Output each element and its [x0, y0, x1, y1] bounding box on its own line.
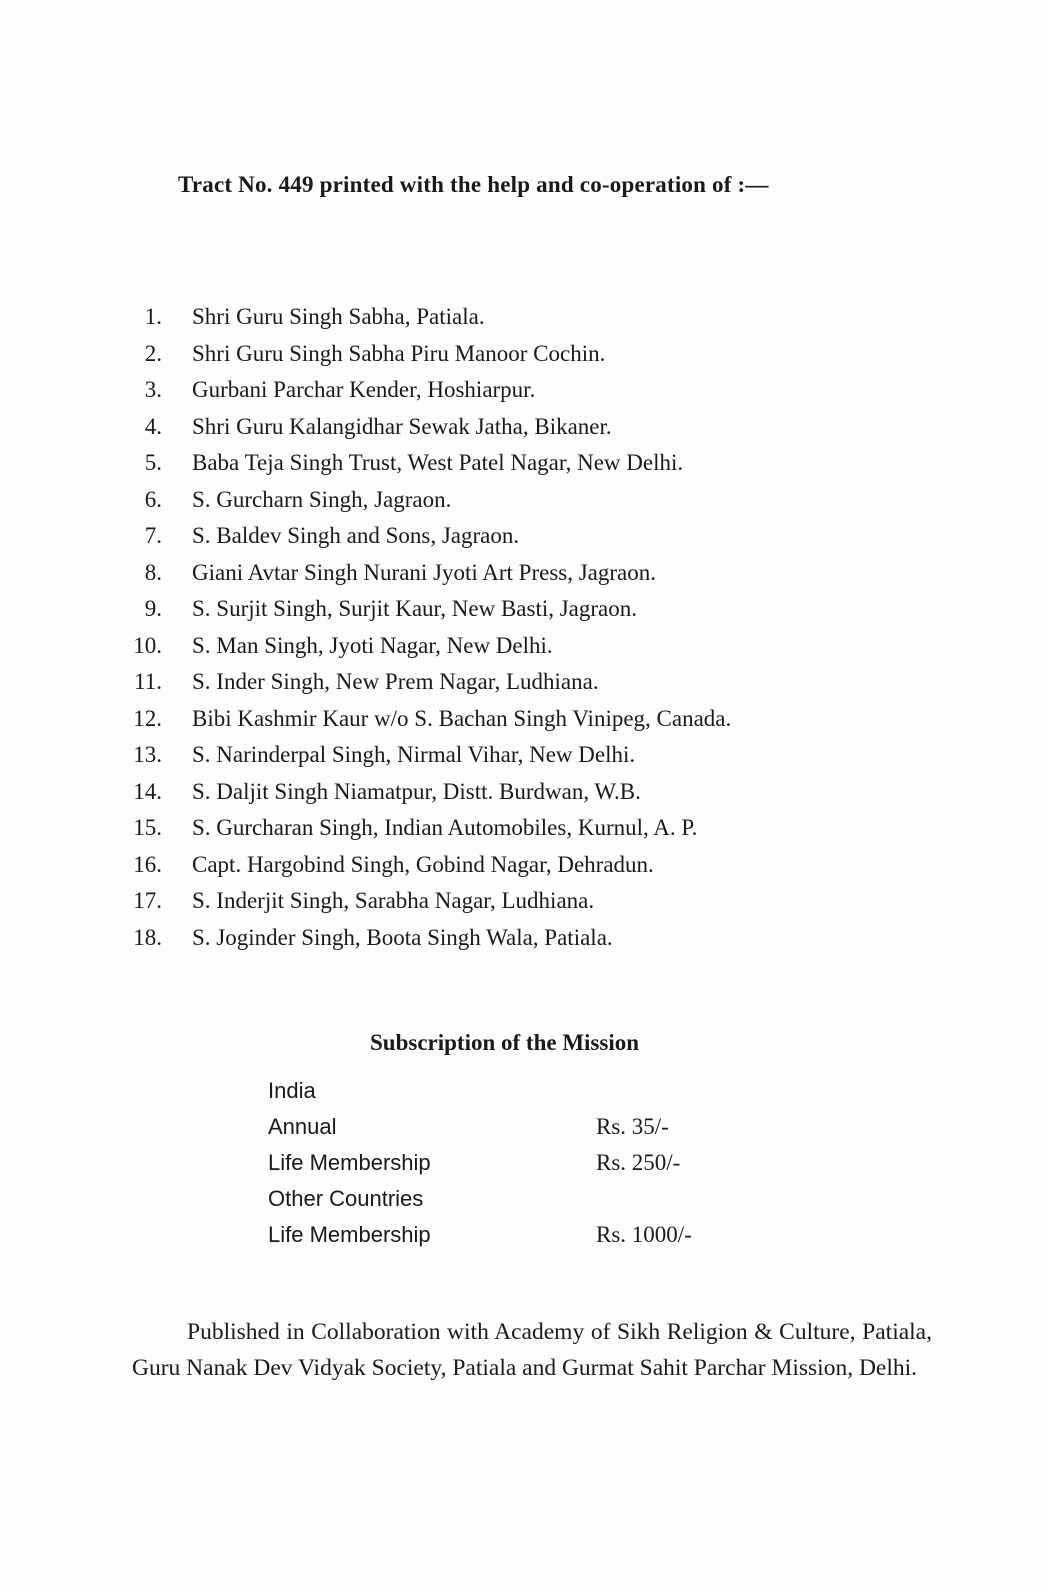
- item-text: Capt. Hargobind Singh, Gobind Nagar, Dehradun.: [192, 851, 654, 877]
- list-item: [120, 774, 731, 811]
- subscription-label: India: [268, 1078, 316, 1103]
- list-item: [120, 664, 731, 701]
- item-number: 13.: [133, 742, 162, 768]
- list-item: [120, 847, 731, 884]
- subscription-row: [268, 1181, 692, 1217]
- list-item: [120, 628, 731, 665]
- list-item: [120, 591, 731, 628]
- item-number: 2.: [144, 340, 162, 366]
- item-text: Bibi Kashmir Kaur w/o S. Bachan Singh Vinipeg, Canada.: [192, 705, 732, 731]
- item-number: 5.: [144, 450, 162, 476]
- item-text: S. Narinderpal Singh, Nirmal Vihar, New Delhi.: [192, 742, 636, 768]
- item-number: 12.: [133, 705, 162, 731]
- subscription-title: Subscription of the Mission: [370, 1030, 640, 1055]
- item-text: S. Inderjit Singh, Sarabha Nagar, Ludhiana.: [192, 888, 595, 914]
- list-item: [120, 482, 731, 519]
- list-item: [120, 883, 731, 920]
- item-text: Shri Guru Singh Sabha, Patiala.: [192, 304, 485, 330]
- item-number: 4.: [144, 413, 162, 439]
- item-number: 16.: [133, 851, 162, 877]
- item-number: 11.: [134, 669, 162, 695]
- contributor-list: [120, 299, 731, 956]
- item-number: 15.: [133, 815, 162, 841]
- item-number: 17.: [133, 888, 162, 914]
- subscription-label: Life Membership: [268, 1222, 431, 1247]
- subscription-table: [268, 1073, 692, 1253]
- subscription-amount: Rs. 250/-: [596, 1150, 681, 1175]
- item-text: Baba Teja Singh Trust, West Patel Nagar, New Delhi.: [192, 450, 684, 476]
- item-number: 10.: [133, 632, 162, 658]
- item-text: S. Baldev Singh and Sons, Jagraon.: [192, 523, 520, 549]
- list-item: [120, 409, 731, 446]
- item-text: Giani Avtar Singh Nurani Jyoti Art Press, Jagraon.: [192, 559, 656, 585]
- subscription-amount: Rs. 35/-: [596, 1114, 669, 1139]
- tract-heading: Tract No. 449 printed with the help and co-operation of :—: [178, 172, 769, 197]
- item-text: Shri Guru Kalangidhar Sewak Jatha, Bikaner.: [192, 413, 612, 439]
- item-number: 1.: [144, 304, 162, 330]
- subscription-label: Life Membership: [268, 1150, 431, 1175]
- item-text: S. Gurcharn Singh, Jagraon.: [192, 486, 452, 512]
- list-item: [120, 701, 731, 738]
- item-text: Gurbani Parchar Kender, Hoshiarpur.: [192, 377, 536, 403]
- subscription-row: [268, 1073, 692, 1109]
- subscription-row: [268, 1145, 692, 1181]
- list-item: [120, 372, 731, 409]
- subscription-label: Annual: [268, 1114, 337, 1139]
- item-text: S. Surjit Singh, Surjit Kaur, New Basti, Jagraon.: [192, 596, 638, 622]
- item-number: 18.: [133, 924, 162, 950]
- list-item: [120, 920, 731, 957]
- list-item: [120, 555, 731, 592]
- publication-note: Published in Collaboration with Academy of Sikh Religion & Culture, Patiala, Guru Nanak Dev Vidyak Society, Patiala and Gurmat Sahit Parchar Mission, Delhi.: [132, 1318, 932, 1381]
- subscription-row: [268, 1109, 692, 1145]
- item-text: S. Joginder Singh, Boota Singh Wala, Patiala.: [192, 924, 613, 950]
- list-item: [120, 737, 731, 774]
- list-item: [120, 518, 731, 555]
- list-item: [120, 810, 731, 847]
- list-item: [120, 299, 731, 336]
- item-text: S. Man Singh, Jyoti Nagar, New Delhi.: [192, 632, 553, 658]
- item-number: 9.: [144, 596, 162, 622]
- subscription-row: [268, 1217, 692, 1253]
- item-text: S. Gurcharan Singh, Indian Automobiles, Kurnul, A. P.: [192, 815, 698, 841]
- list-item: [120, 445, 731, 482]
- item-text: S. Inder Singh, New Prem Nagar, Ludhiana.: [192, 669, 599, 695]
- item-text: S. Daljit Singh Niamatpur, Distt. Burdwan, W.B.: [192, 778, 641, 804]
- item-number: 14.: [133, 778, 162, 804]
- item-number: 3.: [144, 377, 162, 403]
- item-number: 6.: [144, 486, 162, 512]
- subscription-label: Other Countries: [268, 1186, 424, 1211]
- item-number: 7.: [144, 523, 162, 549]
- item-number: 8.: [144, 559, 162, 585]
- item-text: Shri Guru Singh Sabha Piru Manoor Cochin.: [192, 340, 606, 366]
- subscription-amount: Rs. 1000/-: [596, 1222, 692, 1247]
- list-item: [120, 336, 731, 373]
